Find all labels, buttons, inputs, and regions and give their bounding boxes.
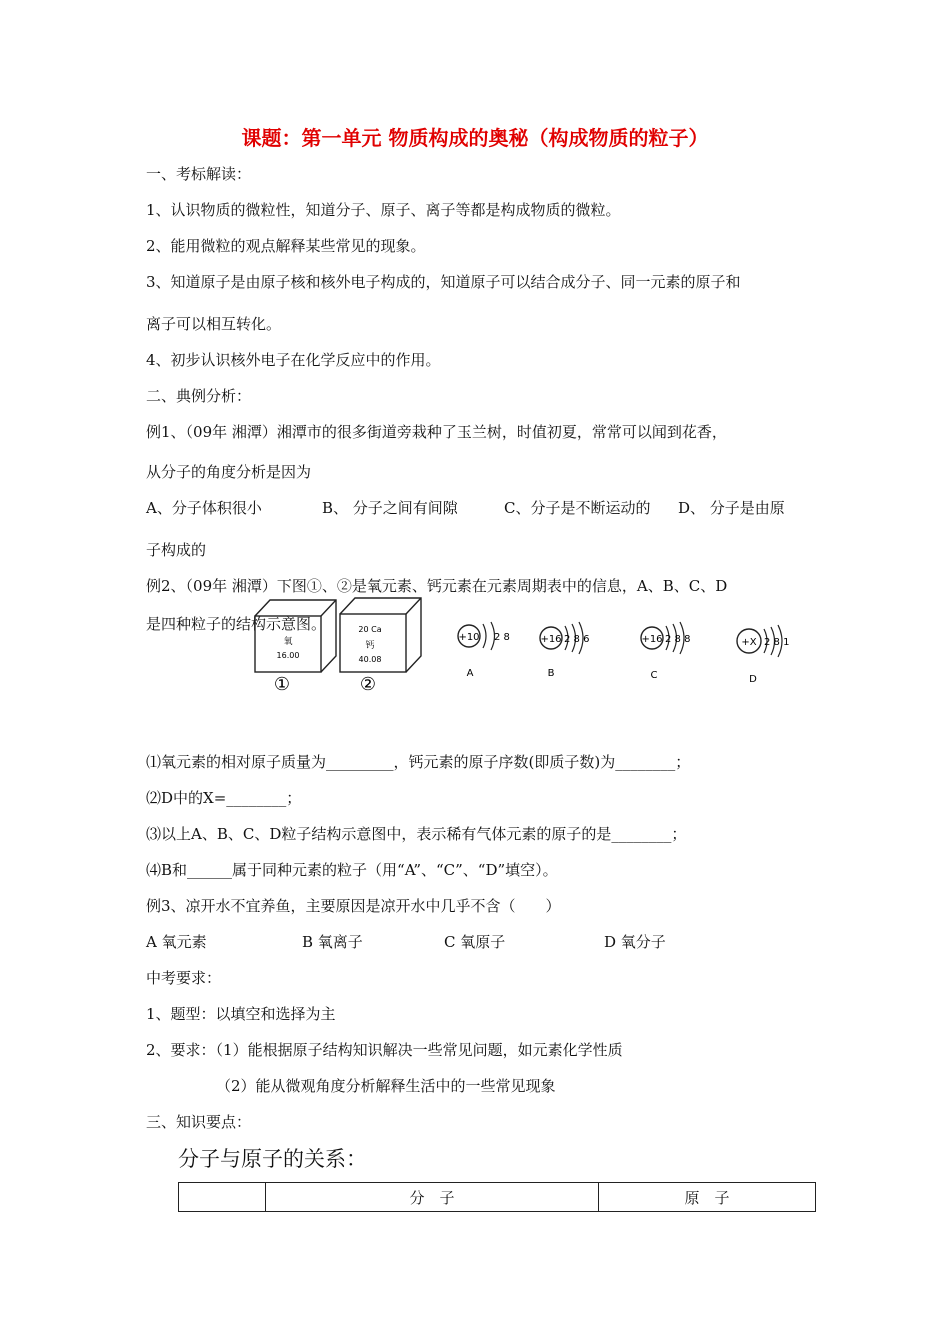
atom-diagram-b [540,622,589,679]
atom-b-label: B [547,668,555,679]
atom-d-label: D [749,674,757,685]
cube1-symbol: 氧 [283,637,293,647]
atom-b-nucleus: +16 [540,634,562,645]
section-heading-3: 三、知识要点： [146,1113,252,1131]
atom-c-shells: 2 8 8 [665,634,691,645]
atom-c-label: C [650,670,658,681]
cube2-label: ② [359,674,377,694]
example1-option-b: B、 分子之间有间隙 [322,499,458,517]
exam-item-1: 1、题型：以填空和选择为主 [146,1005,336,1023]
example2-question-2: ⑵D中的X=________； [146,789,302,807]
molecule-atom-table [178,1182,816,1212]
table-header-atom: 原 子 [599,1183,816,1212]
relation-subheading: 分子与原子的关系： [178,1147,367,1171]
section-heading-2: 二、典例分析： [146,387,252,405]
example1-line2: 从分子的角度分析是因为 [146,463,312,481]
objective-item-4: 4、初步认识核外电子在化学反应中的作用。 [146,351,441,369]
exam-item-2: 2、要求：（1）能根据原子结构知识解决一些常见问题，如元素化学性质 [146,1041,623,1059]
example3-option-a: A 氧元素 [146,933,207,951]
atom-b-shells: 2 8 6 [564,634,590,645]
atom-diagram-c [641,622,690,681]
atom-c-nucleus: +16 [641,634,663,645]
example3-option-d: D 氧分子 [604,933,666,951]
page-title: 课题：第一单元 物质构成的奥秘（构成物质的粒子） [241,126,709,150]
cube2-symbol: 钙 [365,641,375,651]
atom-diagram-a [458,622,510,679]
cube2-top: 20 Ca [358,625,382,634]
objective-item-2: 2、能用微粒的观点解释某些常见的现象。 [146,237,426,255]
objective-item-3: 3、知道原子是由原子核和核外电子构成的，知道原子可以结合成分子、同一元素的原子和 [146,273,741,291]
example2-question-4: ⑷B和______属于同种元素的粒子（用“A”、“C”、“D”填空）。 [146,861,558,879]
table-header-row [179,1183,816,1212]
atom-d-shells: 2 8 1 [764,637,790,648]
atom-d-nucleus: +X [741,637,757,648]
cube1-label: ① [273,674,291,694]
example1-option-d: D、 分子是由原 [678,499,785,517]
exam-heading: 中考要求： [146,969,222,987]
atom-a-shells: 2 8 [494,632,510,643]
example1-line4: 子构成的 [146,541,207,559]
example1-option-a: A、分子体积很小 [146,499,262,517]
cube1-mass: 16.00 [276,651,300,660]
example3-option-c: C 氧原子 [444,933,506,951]
example3-option-b: B 氧离子 [302,933,363,951]
section-heading-1: 一、考标解读： [146,165,252,183]
cube2-mass: 40.08 [358,655,382,664]
example2-line2: 是四种粒子的结构示意图。 [146,615,327,633]
table-header-blank [179,1183,266,1212]
example2-question-1: ⑴氧元素的相对原子质量为_________，钙元素的原子序数(即质子数)为________； [146,753,691,771]
objective-item-3-cont: 离子可以相互转化。 [146,315,282,333]
objective-item-1: 1、认识物质的微粒性，知道分子、原子、离子等都是构成物质的微粒。 [146,201,621,219]
atom-diagram-d [737,625,789,685]
example2-question-3: ⑶以上A、B、C、D粒子结构示意图中，表示稀有气体元素的原子的是________； [146,825,687,843]
atom-a-nucleus: +10 [458,632,480,643]
periodic-and-atom-figure [240,594,800,694]
exam-item-3: （2）能从微观角度分析解释生活中的一些常见现象 [216,1077,556,1095]
example3-line1: 例3、凉开水不宜养鱼，主要原因是凉开水中几乎不含（ ） [146,897,561,915]
example1-option-c: C、分子是不断运动的 [504,499,651,517]
element-cube-oxygen [255,600,336,672]
atom-a-label: A [466,668,474,679]
example1-line1: 例1、（09年 湘潭）湘潭市的很多街道旁栽种了玉兰树，时值初夏，常常可以闻到花香， [146,423,727,441]
table-header-molecule: 分 子 [266,1183,599,1212]
example2-line1: 例2、（09年 湘潭）下图①、②是氧元素、钙元素在元素周期表中的信息，A、B、C、D [146,577,728,595]
